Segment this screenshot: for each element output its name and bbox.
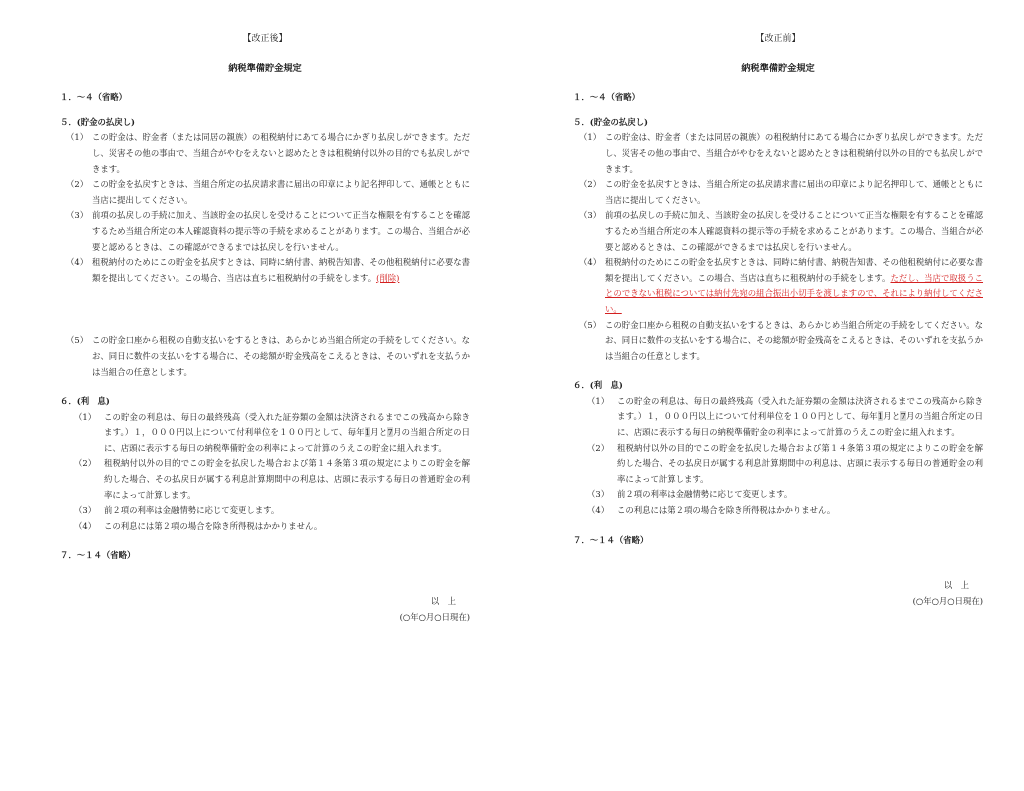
section-heading-5: ５．(貯金の払戻し) [573,116,648,127]
clause-item [60,255,470,286]
clause-number: （3） [74,505,97,516]
clause-item [60,456,470,503]
clause-text: 前項の払戻しの手続に加え、当該貯金の払戻しを受けることについて正当な権限を有することを確認するため当組合所定の本人確認資料の提示等の手続を求めることがあります。この場合、当組合が必要と認めるときは、この確認ができるまでは払戻しを行いません。 [605,210,983,252]
section-heading-6: ６．(利 息) [60,396,110,407]
clause-number: （4） [66,257,89,268]
effective-date: (○年○月○日現在) [912,595,983,606]
deleted-space [60,286,470,333]
clause-text: この貯金口座から租税の自動支払いをするときは、あらかじめ当組合所定の手続をしてください。なお、同日に数件の支払いをする場合に、その総額が貯金残高をこえるときは、そのいずれを支払うかは当組合の任意とします。 [605,319,983,361]
clause-item [573,177,983,208]
clause-text: 租税納付以外の目的でこの貯金を払戻した場合および第１４条第３項の規定によりこの貯金を解約した場合、その払戻日が属する利息計算期間中の利息は、店頭に表示する毎日の普通貯金の利率によって計算します。 [617,442,983,484]
clause-text-part: 月と [883,411,901,422]
clause-item [573,394,983,441]
clause-item [60,410,470,457]
clause-text-part: 月の当組合所定の日に、店頭に表示する毎日の納税準備貯金の利率によって計算のうえこの貯金に組入れます。 [617,411,984,438]
clause-number: （5） [66,335,89,346]
closing-block [573,578,983,609]
clause-text-part: この貯金の利息は、毎日の最終残高（受入れた証券類の金額は決済されるまでこの残高から除きます。）１，０００円以上について付利単位を１００円として、毎年 [104,411,470,438]
clause-body: 租税納付のためにこの貯金を払戻すときは、同時に納付書、納税告知書、その他租税納付に必要な書類を提出してください。この場合、当店は直ちに租税納付の手続をします。 [92,257,470,283]
clause-number: （2） [74,458,97,469]
section-heading-6: ６．(利 息) [573,380,623,391]
section-heading-5: ５．(貯金の払戻し) [60,116,135,127]
clause-text: 前２項の利率は金融情勢に応じて変更します。 [617,489,793,500]
clause-item [60,130,470,177]
clause-number: （1） [579,132,602,143]
clause-number: （3） [579,210,602,221]
clause-text: この貯金は、貯金者（または同居の親族）の租税納付にあてる場合にかぎり払戻しができます。ただし、災害その他の事由で、当組合がやむをえないと認めたときは租税納付以外の目的でも払戻しができます。 [92,132,470,174]
clause-number: （1） [74,411,97,422]
clause-text [605,255,983,317]
clause-text: この利息には第２項の場合を除き所得税はかかりません。 [617,505,836,516]
section-heading-7-14: ７．〜１４（省略） [60,550,136,561]
clause-text: この貯金を払戻すときは、当組合所定の払戻請求書に届出の印章により記名押印して、通帳とともに当店に提出してください。 [605,179,983,205]
effective-date: (○年○月○日現在) [399,611,470,622]
clause-item [573,441,983,488]
clause-item [573,130,983,177]
clause-item [573,318,983,365]
clause-number: （4） [587,505,610,516]
clause-item [573,208,983,255]
highlighted-month: 7 [387,427,393,438]
column-after [60,32,470,625]
clause-number: （2） [579,179,602,190]
clause-item [573,487,983,503]
clause-item [60,208,470,255]
clause-number: （4） [74,520,97,531]
highlighted-month: 1 [364,427,371,438]
highlighted-month: 1 [877,411,884,422]
clause-text: 前２項の利率は金融情勢に応じて変更します。 [104,505,280,516]
closing-mark: 以 上 [430,596,456,607]
clause-number: （4） [579,257,602,268]
clause-number: （1） [66,132,89,143]
clause-item [60,503,470,519]
column-header: 【改正前】 [755,34,801,44]
clause-number: （1） [587,395,610,406]
clause-number: （3） [66,210,89,221]
closing-block [60,594,470,625]
clause-text: この貯金口座から租税の自動支払いをするときは、あらかじめ当組合所定の手続をしてください。なお、同日に数件の支払いをする場合に、その総額が貯金残高をこえるときは、そのいずれを支払うかは当組合の任意とします。 [92,335,470,377]
revision-mark: ただし、当店で取扱うことのできない租税については納付先宛の組合振出小切手を渡しますので、それにより納付してください。 [605,272,984,314]
clause-item [573,255,983,317]
clause-text-part: 月と [370,427,388,438]
clause-text: 租税納付以外の目的でこの貯金を払戻した場合および第１４条第３項の規定によりこの貯金を解約した場合、その払戻日が属する利息計算期間中の利息は、店頭に表示する毎日の普通貯金の利率によって計算します。 [104,458,470,500]
clause-item [573,503,983,519]
clause-text [617,394,983,441]
column-before [573,32,983,609]
column-header: 【改正後】 [242,34,288,44]
clause-text: この貯金を払戻すときは、当組合所定の払戻請求書に届出の印章により記名押印して、通帳とともに当店に提出してください。 [92,179,470,205]
closing-mark: 以 上 [943,580,969,591]
clause-item [60,333,470,380]
document-title: 納税準備貯金規定 [741,62,815,74]
clause-text: 前項の払戻しの手続に加え、当該貯金の払戻しを受けることについて正当な権限を有することを確認するため当組合所定の本人確認資料の提示等の手続を求めることがあります。この場合、当組合が必要と認めるときは、この確認ができるまでは払戻しを行いません。 [92,210,470,252]
clause-number: （2） [66,179,89,190]
clause-text-part: 月の当組合所定の日に、店頭に表示する毎日の納税準備貯金の利率によって計算のうえこの貯金に組入れます。 [104,427,471,453]
clause-text: この貯金は、貯金者（または同居の親族）の租税納付にあてる場合にかぎり払戻しができます。ただし、災害その他の事由で、当組合がやむをえないと認めたときは租税納付以外の目的でも払戻しができます。 [605,132,983,174]
clause-number: （2） [587,442,610,453]
document-title: 納税準備貯金規定 [228,62,302,74]
section-heading-1-4: １．〜４（省略） [60,92,127,103]
clause-number: （5） [579,319,602,330]
clause-text [92,255,470,286]
section-heading-1-4: １．〜４（省略） [573,92,640,103]
clause-text [104,410,470,457]
highlighted-month: 7 [900,411,906,422]
clause-text: この利息には第２項の場合を除き所得税はかかりません。 [104,520,323,531]
clause-text-part: この貯金の利息は、毎日の最終残高（受入れた証券類の金額は決済されるまでこの残高から除きます。）１，０００円以上について付利単位を１００円として、毎年 [617,395,983,422]
clause-number: （3） [587,489,610,500]
revision-mark: (削除) [376,272,400,283]
section-heading-7-14: ７．〜１４（省略） [573,534,649,545]
clause-item [60,177,470,208]
clause-item [60,519,470,535]
clause-body: 租税納付のためにこの貯金を払戻すときは、同時に納付書、納税告知書、その他租税納付に必要な書類を提出してください。この場合、当店は直ちに租税納付の手続をします。 [605,257,983,283]
